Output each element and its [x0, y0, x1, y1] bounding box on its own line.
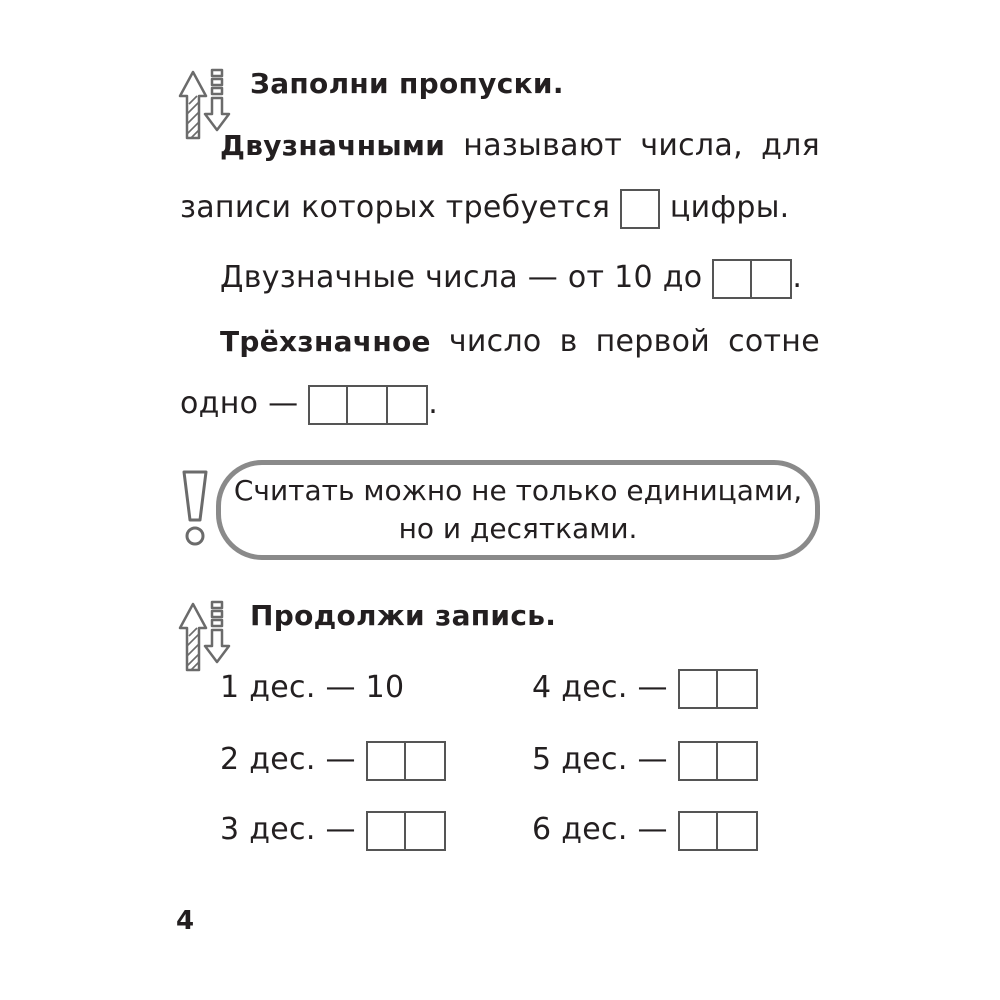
word: числа,: [640, 128, 743, 163]
text: цифры.: [669, 190, 790, 225]
word: для: [761, 128, 820, 163]
digit-cell[interactable]: [348, 385, 388, 425]
digit-cell[interactable]: [406, 811, 446, 851]
digit-cell[interactable]: [718, 669, 758, 709]
text: одно —: [180, 386, 299, 421]
answer-box-tens[interactable]: [678, 811, 758, 851]
tens-label: 4 дес. —: [532, 670, 668, 705]
text: Двузначные числа — от 10 до: [220, 260, 703, 295]
tens-label: 1 дес. —: [220, 670, 356, 705]
word: сотне: [728, 324, 820, 359]
task-arrows-icon: [176, 598, 232, 674]
tens-row-5: [532, 740, 758, 781]
text: записи которых требуется: [180, 190, 611, 225]
answer-box-two-digit-max[interactable]: [712, 259, 792, 299]
task1-paragraph1-line2: [180, 188, 790, 229]
note-line2: но и десятками.: [398, 512, 638, 545]
tens-row-2: [220, 740, 446, 781]
task1-paragraph3-line2: [180, 384, 438, 425]
text: .: [792, 260, 803, 295]
digit-cell[interactable]: [678, 669, 718, 709]
answer-box-tens[interactable]: [678, 741, 758, 781]
answer-box-three-digit[interactable]: [308, 385, 428, 425]
task1-paragraph2: [220, 258, 802, 299]
digit-cell[interactable]: [366, 741, 406, 781]
text: .: [428, 386, 439, 421]
word: в: [559, 324, 578, 359]
digit-cell[interactable]: [712, 259, 752, 299]
digit-cell[interactable]: [752, 259, 792, 299]
task1-title: Заполни пропуски.: [250, 67, 564, 100]
answer-box-digits-count[interactable]: [620, 189, 660, 229]
tens-label: 3 дес. —: [220, 812, 356, 847]
tens-row-6: [532, 810, 758, 851]
exclamation-icon: [178, 466, 214, 550]
digit-cell[interactable]: [308, 385, 348, 425]
digit-cell[interactable]: [388, 385, 428, 425]
tens-row-4: [532, 668, 758, 709]
bold-term-two-digit: Двузначными: [220, 129, 446, 162]
task1-paragraph1-line1: [220, 126, 820, 166]
tens-label: 6 дес. —: [532, 812, 668, 847]
digit-cell[interactable]: [366, 811, 406, 851]
note-bubble: [216, 460, 820, 560]
word: называют: [463, 128, 623, 163]
word: первой: [595, 324, 711, 359]
task2-title: Продолжи запись.: [250, 599, 557, 632]
tens-label: 5 дес. —: [532, 742, 668, 777]
answer-box-tens[interactable]: [366, 741, 446, 781]
digit-cell[interactable]: [678, 811, 718, 851]
tens-row-1: [220, 668, 404, 708]
tens-row-3: [220, 810, 446, 851]
tens-label: 2 дес. —: [220, 742, 356, 777]
note-line1: Считать можно не только единицами,: [233, 474, 803, 507]
bold-term-three-digit: Трёхзначное: [220, 325, 431, 358]
page-number: 4: [176, 906, 195, 936]
answer-box-tens[interactable]: [678, 669, 758, 709]
tens-value: 10: [365, 670, 405, 705]
answer-box-tens[interactable]: [366, 811, 446, 851]
digit-cell[interactable]: [406, 741, 446, 781]
task1-paragraph3-line1: [220, 322, 820, 362]
word: число: [448, 324, 542, 359]
digit-cell[interactable]: [678, 741, 718, 781]
digit-cell[interactable]: [718, 811, 758, 851]
digit-cell[interactable]: [718, 741, 758, 781]
